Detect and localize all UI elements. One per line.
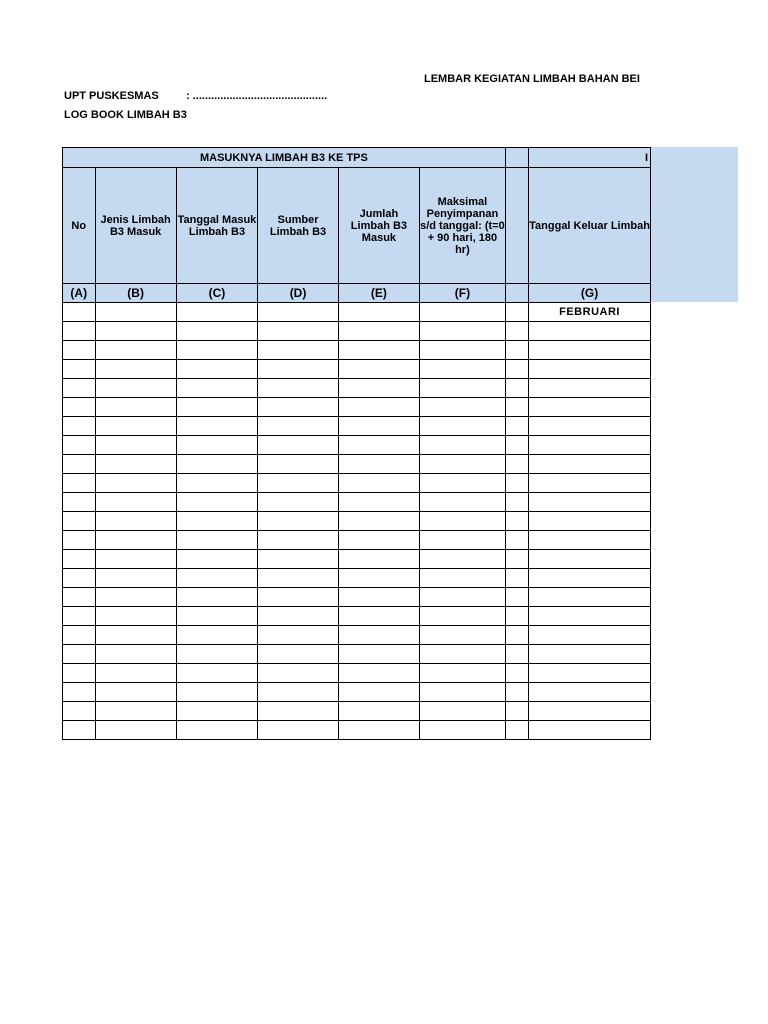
table-cell[interactable] xyxy=(258,607,339,626)
table-cell[interactable] xyxy=(420,436,506,455)
col-header-sumber: Sumber Limbah B3 xyxy=(258,168,339,284)
table-row xyxy=(63,702,651,721)
table-cell[interactable] xyxy=(420,512,506,531)
table-cell[interactable] xyxy=(176,303,258,322)
table-cell[interactable] xyxy=(529,683,651,702)
table-cell[interactable] xyxy=(505,664,528,683)
table-cell[interactable] xyxy=(95,550,176,569)
table-cell[interactable] xyxy=(505,531,528,550)
table-cell[interactable] xyxy=(258,379,339,398)
table-cell[interactable] xyxy=(338,512,419,531)
table-cell[interactable] xyxy=(176,531,258,550)
table-cell[interactable] xyxy=(505,569,528,588)
table-cell[interactable] xyxy=(95,455,176,474)
col-header-tanggal-keluar: Tanggal Keluar Limbah xyxy=(529,168,651,284)
table-row xyxy=(63,455,651,474)
col-header-no: No xyxy=(63,168,96,284)
table-cell[interactable] xyxy=(420,303,506,322)
table-row xyxy=(63,569,651,588)
table-cell[interactable] xyxy=(258,550,339,569)
col-header-maksimal: Maksimal Penyimpanan s/d tanggal: (t=0 + 90 hari, 180 hr) xyxy=(420,168,506,284)
table-cell[interactable] xyxy=(529,531,651,550)
table-cell[interactable] xyxy=(63,398,96,417)
table-cell[interactable] xyxy=(420,588,506,607)
table-cell[interactable] xyxy=(420,702,506,721)
table-cell[interactable] xyxy=(63,626,96,645)
table-cell[interactable] xyxy=(529,493,651,512)
table-cell[interactable] xyxy=(95,645,176,664)
table-row xyxy=(63,626,651,645)
table-cell[interactable] xyxy=(63,493,96,512)
table-cell[interactable] xyxy=(505,626,528,645)
table-cell[interactable] xyxy=(505,303,528,322)
table-cell[interactable] xyxy=(505,341,528,360)
col-header-jumlah: Jumlah Limbah B3 Masuk xyxy=(338,168,419,284)
table-cell[interactable] xyxy=(176,588,258,607)
table-row xyxy=(63,531,651,550)
table-row xyxy=(63,683,651,702)
table-row xyxy=(63,379,651,398)
table-cell[interactable] xyxy=(258,626,339,645)
table-cell[interactable] xyxy=(176,683,258,702)
table-cell[interactable] xyxy=(63,721,96,740)
group-header-row xyxy=(63,148,651,168)
table-cell[interactable] xyxy=(505,607,528,626)
table-cell[interactable] xyxy=(95,702,176,721)
table-cell[interactable] xyxy=(529,721,651,740)
code-b: (B) xyxy=(95,284,176,303)
table-cell[interactable] xyxy=(529,588,651,607)
table-cell[interactable] xyxy=(95,379,176,398)
table-cell[interactable] xyxy=(176,455,258,474)
table-row xyxy=(63,664,651,683)
table-cell[interactable] xyxy=(258,417,339,436)
table-cell[interactable] xyxy=(420,721,506,740)
table-cell[interactable] xyxy=(420,455,506,474)
table-cell[interactable] xyxy=(505,645,528,664)
table-cell[interactable] xyxy=(95,322,176,341)
table-cell[interactable] xyxy=(63,379,96,398)
table-cell[interactable] xyxy=(338,303,419,322)
table-cell[interactable] xyxy=(176,512,258,531)
table-cell[interactable] xyxy=(505,417,528,436)
table-cell[interactable] xyxy=(338,531,419,550)
table-cell[interactable] xyxy=(63,531,96,550)
table-cell[interactable] xyxy=(176,493,258,512)
table-cell[interactable] xyxy=(176,474,258,493)
table-cell[interactable] xyxy=(505,550,528,569)
table-cell[interactable] xyxy=(63,702,96,721)
upt-label: UPT PUSKESMAS xyxy=(64,90,159,102)
table-cell[interactable] xyxy=(338,360,419,379)
table-cell[interactable] xyxy=(338,569,419,588)
table-cell[interactable] xyxy=(95,607,176,626)
table-cell[interactable] xyxy=(258,569,339,588)
table-cell[interactable] xyxy=(420,379,506,398)
table-cell[interactable] xyxy=(338,455,419,474)
table-cell[interactable] xyxy=(338,474,419,493)
col-header-tanggal-masuk: Tanggal Masuk Limbah B3 xyxy=(176,168,258,284)
table-cell[interactable] xyxy=(176,626,258,645)
table-cell[interactable] xyxy=(258,664,339,683)
table-cell[interactable] xyxy=(529,360,651,379)
table-cell[interactable] xyxy=(420,645,506,664)
table-cell[interactable] xyxy=(529,455,651,474)
table-cell[interactable] xyxy=(338,436,419,455)
table-cell[interactable] xyxy=(529,322,651,341)
table-cell[interactable] xyxy=(258,455,339,474)
table-cell[interactable] xyxy=(176,569,258,588)
table-cell[interactable] xyxy=(176,360,258,379)
table-cell[interactable] xyxy=(338,550,419,569)
table-cell[interactable] xyxy=(505,493,528,512)
upt-line xyxy=(64,90,328,102)
table-cell[interactable] xyxy=(176,398,258,417)
table-cell[interactable] xyxy=(529,417,651,436)
table-cell[interactable] xyxy=(338,341,419,360)
table-cell[interactable] xyxy=(95,341,176,360)
table-cell[interactable] xyxy=(420,493,506,512)
upt-value: : ............................................ xyxy=(186,90,328,102)
table-row xyxy=(63,721,651,740)
table-cell[interactable] xyxy=(420,474,506,493)
table-cell[interactable] xyxy=(63,569,96,588)
table-cell[interactable] xyxy=(95,664,176,683)
table-cell[interactable] xyxy=(95,626,176,645)
group-header-out: I xyxy=(529,148,651,168)
code-f: (F) xyxy=(420,284,506,303)
table-cell[interactable] xyxy=(176,550,258,569)
table-row xyxy=(63,436,651,455)
code-d: (D) xyxy=(258,284,339,303)
table-cell[interactable] xyxy=(258,683,339,702)
col-header-jenis: Jenis Limbah B3 Masuk xyxy=(95,168,176,284)
table-row xyxy=(63,588,651,607)
table-row xyxy=(63,417,651,436)
table-row xyxy=(63,512,651,531)
table-cell[interactable] xyxy=(529,436,651,455)
table-cell[interactable] xyxy=(420,531,506,550)
data-rows xyxy=(63,303,651,740)
table-cell[interactable] xyxy=(529,341,651,360)
table-cell[interactable] xyxy=(505,474,528,493)
table-row xyxy=(63,398,651,417)
table-row xyxy=(63,493,651,512)
table-cell[interactable] xyxy=(505,379,528,398)
table-cell[interactable] xyxy=(529,398,651,417)
table-cell[interactable] xyxy=(258,512,339,531)
table-row xyxy=(63,341,651,360)
table-row xyxy=(63,645,651,664)
table-cell[interactable] xyxy=(258,341,339,360)
table-cell[interactable] xyxy=(258,436,339,455)
header-fill-overflow xyxy=(651,147,738,302)
table-cell[interactable] xyxy=(176,607,258,626)
table-cell[interactable] xyxy=(95,588,176,607)
table-row xyxy=(63,322,651,341)
spacer-cell xyxy=(505,148,528,168)
table-cell[interactable] xyxy=(63,360,96,379)
table-cell[interactable] xyxy=(258,493,339,512)
table-cell[interactable] xyxy=(63,322,96,341)
table-cell[interactable] xyxy=(338,645,419,664)
document-title: LEMBAR KEGIATAN LIMBAH BAHAN BEI xyxy=(424,73,640,85)
table-cell[interactable] xyxy=(338,721,419,740)
table-cell[interactable] xyxy=(505,398,528,417)
table-cell[interactable] xyxy=(258,702,339,721)
table-cell[interactable] xyxy=(338,683,419,702)
table-cell[interactable] xyxy=(63,664,96,683)
table-cell[interactable] xyxy=(176,341,258,360)
table-cell[interactable] xyxy=(338,398,419,417)
table-cell[interactable] xyxy=(95,474,176,493)
table-cell[interactable] xyxy=(420,607,506,626)
logbook-table xyxy=(62,147,651,740)
table-cell[interactable] xyxy=(95,417,176,436)
table-cell[interactable] xyxy=(95,436,176,455)
table-cell[interactable] xyxy=(95,512,176,531)
table-cell[interactable] xyxy=(505,436,528,455)
table-cell[interactable] xyxy=(63,417,96,436)
col-header-spacer xyxy=(505,168,528,284)
table-cell[interactable] xyxy=(420,550,506,569)
table-cell[interactable] xyxy=(420,683,506,702)
logbook-label: LOG BOOK LIMBAH B3 xyxy=(64,109,187,121)
table-cell[interactable] xyxy=(338,664,419,683)
table-cell[interactable] xyxy=(63,607,96,626)
column-header-row xyxy=(63,168,651,284)
table-cell[interactable] xyxy=(63,341,96,360)
table-cell[interactable] xyxy=(505,588,528,607)
table-cell[interactable] xyxy=(63,683,96,702)
table-cell[interactable] xyxy=(529,474,651,493)
table-row xyxy=(63,607,651,626)
table-cell[interactable] xyxy=(63,588,96,607)
table-cell[interactable] xyxy=(176,645,258,664)
table-cell[interactable] xyxy=(338,607,419,626)
group-header-in: MASUKNYA LIMBAH B3 KE TPS xyxy=(63,148,506,168)
table-cell[interactable] xyxy=(420,417,506,436)
code-e: (E) xyxy=(338,284,419,303)
table-cell[interactable] xyxy=(95,398,176,417)
table-cell[interactable] xyxy=(420,569,506,588)
table-cell[interactable] xyxy=(95,303,176,322)
table-cell[interactable] xyxy=(63,455,96,474)
table-cell[interactable] xyxy=(529,569,651,588)
table-cell[interactable] xyxy=(258,531,339,550)
table-cell[interactable] xyxy=(529,550,651,569)
table-cell[interactable] xyxy=(529,626,651,645)
table-cell[interactable] xyxy=(529,702,651,721)
table-cell[interactable] xyxy=(338,588,419,607)
table-cell[interactable] xyxy=(258,303,339,322)
table-cell[interactable] xyxy=(505,512,528,531)
table-cell[interactable] xyxy=(258,398,339,417)
table-cell[interactable] xyxy=(176,721,258,740)
table-cell[interactable] xyxy=(176,417,258,436)
table-cell[interactable] xyxy=(95,531,176,550)
table-cell[interactable] xyxy=(258,645,339,664)
table-cell[interactable] xyxy=(63,512,96,531)
table-cell[interactable] xyxy=(420,360,506,379)
cell-month[interactable]: FEBRUARI xyxy=(529,303,651,322)
table-cell[interactable] xyxy=(63,303,96,322)
table-cell[interactable] xyxy=(176,322,258,341)
table-cell[interactable] xyxy=(505,683,528,702)
table-cell[interactable] xyxy=(338,417,419,436)
table-cell[interactable] xyxy=(176,702,258,721)
table-cell[interactable] xyxy=(176,436,258,455)
table-cell[interactable] xyxy=(63,474,96,493)
table-cell[interactable] xyxy=(420,626,506,645)
table-cell[interactable] xyxy=(258,322,339,341)
table-cell[interactable] xyxy=(258,474,339,493)
table-cell[interactable] xyxy=(338,379,419,398)
table-cell[interactable] xyxy=(95,493,176,512)
table-cell[interactable] xyxy=(529,379,651,398)
table-cell[interactable] xyxy=(505,322,528,341)
table-cell[interactable] xyxy=(420,398,506,417)
table-cell[interactable] xyxy=(95,721,176,740)
table-cell[interactable] xyxy=(95,360,176,379)
table-cell[interactable] xyxy=(505,721,528,740)
code-row xyxy=(63,284,651,303)
table-cell[interactable] xyxy=(505,360,528,379)
table-cell[interactable] xyxy=(176,664,258,683)
table-cell[interactable] xyxy=(63,550,96,569)
table-cell[interactable] xyxy=(338,626,419,645)
code-g: (G) xyxy=(529,284,651,303)
table-cell[interactable] xyxy=(176,379,258,398)
table-cell[interactable] xyxy=(258,588,339,607)
table-cell[interactable] xyxy=(258,360,339,379)
table-cell[interactable] xyxy=(338,493,419,512)
table-cell[interactable] xyxy=(420,322,506,341)
table-cell[interactable] xyxy=(63,436,96,455)
table-row xyxy=(63,360,651,379)
table-cell[interactable] xyxy=(529,607,651,626)
table-cell[interactable] xyxy=(338,322,419,341)
table-cell[interactable] xyxy=(420,341,506,360)
table-row xyxy=(63,550,651,569)
code-a: (A) xyxy=(63,284,96,303)
code-spacer xyxy=(505,284,528,303)
table-cell[interactable] xyxy=(505,702,528,721)
table-cell[interactable] xyxy=(529,664,651,683)
table-cell[interactable] xyxy=(95,569,176,588)
code-c: (C) xyxy=(176,284,258,303)
table-cell[interactable] xyxy=(420,664,506,683)
table-row xyxy=(63,474,651,493)
table-row xyxy=(63,303,651,322)
table-cell[interactable] xyxy=(338,702,419,721)
table-cell[interactable] xyxy=(505,455,528,474)
table-cell[interactable] xyxy=(258,721,339,740)
table-cell[interactable] xyxy=(63,645,96,664)
table-cell[interactable] xyxy=(529,512,651,531)
table-cell[interactable] xyxy=(529,645,651,664)
table-cell[interactable] xyxy=(95,683,176,702)
